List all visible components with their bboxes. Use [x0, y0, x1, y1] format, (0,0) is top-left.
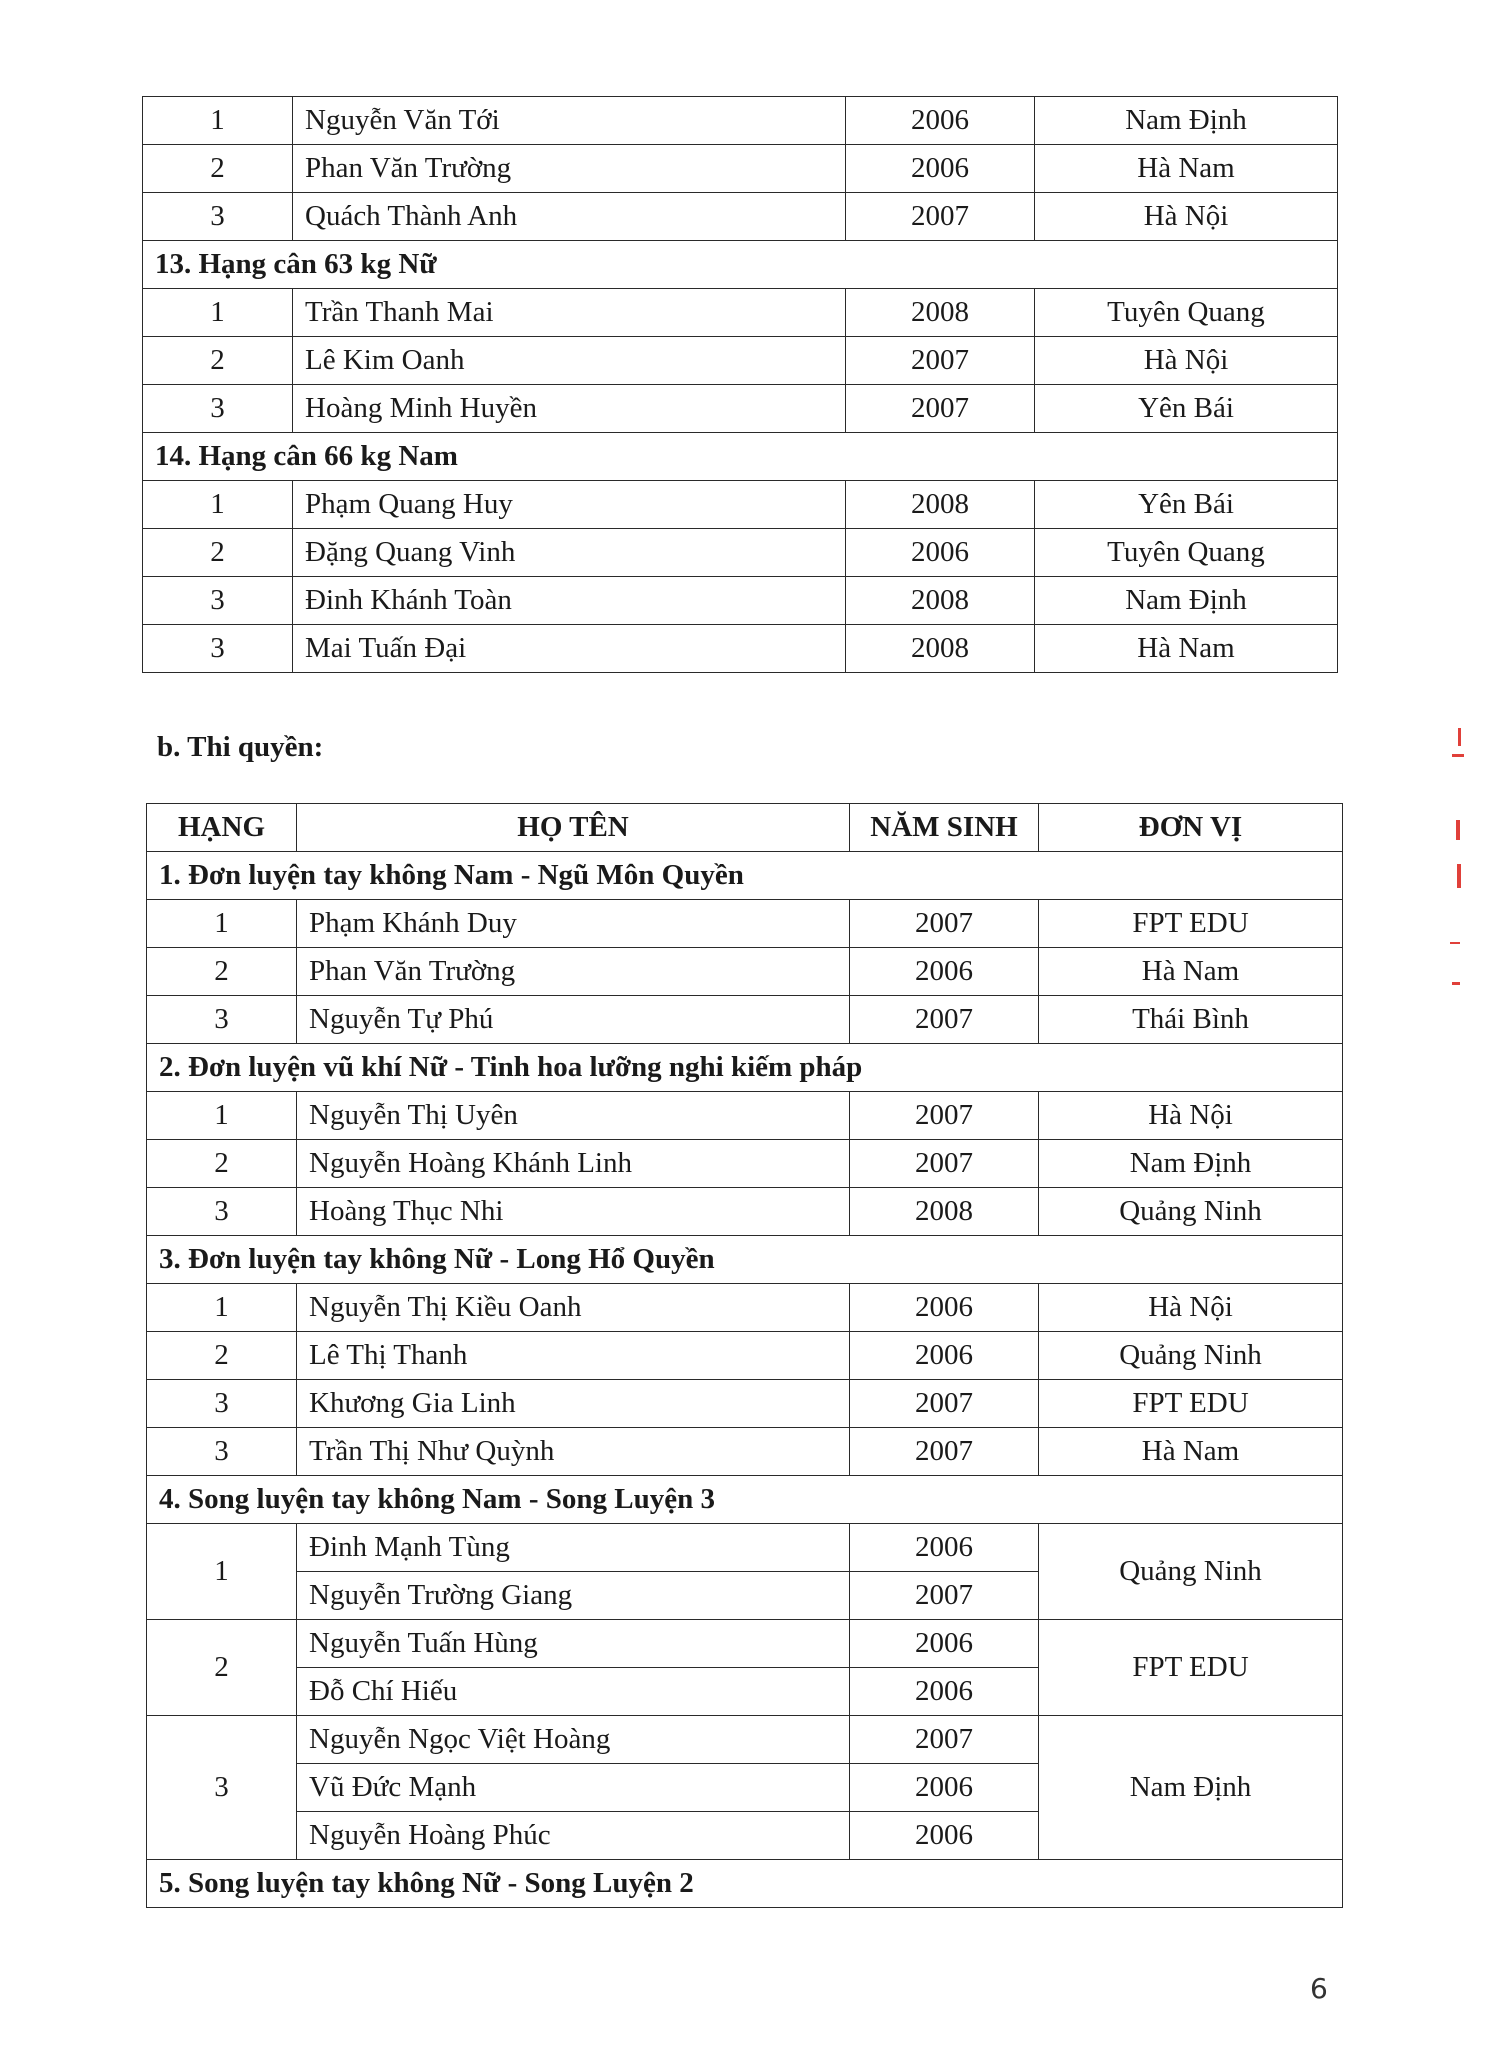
rank-cell: 2	[143, 337, 293, 385]
unit-cell: Nam Định	[1035, 97, 1338, 145]
name-cell: Đỗ Chí Hiếu	[297, 1668, 850, 1716]
table-row	[147, 1332, 1343, 1380]
rank-cell: 2	[147, 948, 297, 996]
year-cell: 2008	[846, 481, 1035, 529]
year-cell: 2006	[850, 1332, 1039, 1380]
header-unit: ĐƠN VỊ	[1039, 804, 1343, 852]
year-cell: 2007	[850, 1716, 1039, 1764]
year-cell: 2008	[846, 625, 1035, 673]
name-cell: Nguyễn Tuấn Hùng	[297, 1620, 850, 1668]
rank-cell: 2	[147, 1620, 297, 1716]
rank-cell: 1	[143, 289, 293, 337]
header-year: NĂM SINH	[850, 804, 1039, 852]
name-cell: Nguyễn Thị Kiều Oanh	[297, 1284, 850, 1332]
name-cell: Nguyễn Tự Phú	[297, 996, 850, 1044]
table-row	[147, 996, 1343, 1044]
rank-cell: 3	[143, 577, 293, 625]
name-cell: Nguyễn Ngọc Việt Hoàng	[297, 1716, 850, 1764]
name-cell: Mai Tuấn Đại	[293, 625, 846, 673]
rank-cell: 3	[147, 1188, 297, 1236]
table-row	[143, 577, 1338, 625]
year-cell: 2008	[850, 1188, 1039, 1236]
year-cell: 2006	[850, 948, 1039, 996]
name-cell: Lê Thị Thanh	[297, 1332, 850, 1380]
name-cell: Phạm Quang Huy	[293, 481, 846, 529]
red-mark	[1458, 728, 1461, 746]
table-row	[143, 337, 1338, 385]
name-cell: Phan Văn Trường	[297, 948, 850, 996]
red-mark	[1450, 942, 1460, 944]
table-row	[147, 900, 1343, 948]
table-row	[147, 1620, 1343, 1668]
unit-cell: FPT EDU	[1039, 900, 1343, 948]
section-row	[143, 433, 1338, 481]
table-row	[143, 481, 1338, 529]
page-number: 6	[1310, 1972, 1328, 2005]
unit-cell: Hà Nội	[1039, 1092, 1343, 1140]
red-mark	[1452, 754, 1464, 757]
section-heading-b: b. Thi quyền:	[157, 731, 324, 763]
table-row	[143, 625, 1338, 673]
table-row	[143, 385, 1338, 433]
year-cell: 2007	[850, 1092, 1039, 1140]
section-title: 2. Đơn luyện vũ khí Nữ - Tinh hoa lưỡng nghi kiếm pháp	[147, 1044, 1343, 1092]
name-cell: Đinh Khánh Toàn	[293, 577, 846, 625]
unit-cell: Hà Nội	[1039, 1284, 1343, 1332]
table-row	[147, 1428, 1343, 1476]
table-row	[147, 1716, 1343, 1764]
year-cell: 2007	[850, 900, 1039, 948]
table-row	[147, 1188, 1343, 1236]
unit-cell: Hà Nam	[1039, 948, 1343, 996]
table-row	[143, 145, 1338, 193]
year-cell: 2007	[850, 1572, 1039, 1620]
rank-cell: 2	[143, 529, 293, 577]
name-cell: Trần Thanh Mai	[293, 289, 846, 337]
name-cell: Khương Gia Linh	[297, 1380, 850, 1428]
unit-cell: Hà Nam	[1035, 625, 1338, 673]
year-cell: 2006	[846, 97, 1035, 145]
unit-cell: Quảng Ninh	[1039, 1524, 1343, 1620]
section-row	[143, 241, 1338, 289]
table-row	[147, 1140, 1343, 1188]
name-cell: Quách Thành Anh	[293, 193, 846, 241]
year-cell: 2006	[850, 1620, 1039, 1668]
rank-cell: 3	[147, 1428, 297, 1476]
rank-cell: 3	[147, 1716, 297, 1860]
name-cell: Hoàng Minh Huyền	[293, 385, 846, 433]
name-cell: Phan Văn Trường	[293, 145, 846, 193]
section-row	[147, 1044, 1343, 1092]
header-rank: HẠNG	[147, 804, 297, 852]
year-cell: 2006	[846, 529, 1035, 577]
unit-cell: Hà Nam	[1039, 1428, 1343, 1476]
table-row	[147, 948, 1343, 996]
section-title: 14. Hạng cân 66 kg Nam	[143, 433, 1338, 481]
rank-cell: 3	[143, 385, 293, 433]
unit-cell: Hà Nội	[1035, 193, 1338, 241]
year-cell: 2006	[850, 1524, 1039, 1572]
unit-cell: Quảng Ninh	[1039, 1332, 1343, 1380]
rank-cell: 1	[147, 1524, 297, 1620]
rank-cell: 3	[143, 193, 293, 241]
year-cell: 2006	[850, 1764, 1039, 1812]
rank-cell: 1	[147, 900, 297, 948]
year-cell: 2006	[850, 1284, 1039, 1332]
rank-cell: 1	[147, 1092, 297, 1140]
section-row	[147, 1236, 1343, 1284]
section-row	[147, 1860, 1343, 1908]
rank-cell: 1	[147, 1284, 297, 1332]
section-title: 4. Song luyện tay không Nam - Song Luyện 3	[147, 1476, 1343, 1524]
year-cell: 2008	[846, 289, 1035, 337]
unit-cell: Nam Định	[1035, 577, 1338, 625]
table-row	[143, 193, 1338, 241]
rank-cell: 3	[147, 996, 297, 1044]
section-row	[147, 1476, 1343, 1524]
unit-cell: Hà Nội	[1035, 337, 1338, 385]
unit-cell: FPT EDU	[1039, 1620, 1343, 1716]
section-row	[147, 852, 1343, 900]
name-cell: Nguyễn Trường Giang	[297, 1572, 850, 1620]
results-table-a	[142, 96, 1338, 673]
name-cell: Vũ Đức Mạnh	[297, 1764, 850, 1812]
section-title: 1. Đơn luyện tay không Nam - Ngũ Môn Quyền	[147, 852, 1343, 900]
table-row	[147, 1380, 1343, 1428]
section-title: 3. Đơn luyện tay không Nữ - Long Hổ Quyền	[147, 1236, 1343, 1284]
rank-cell: 1	[143, 481, 293, 529]
unit-cell: Thái Bình	[1039, 996, 1343, 1044]
unit-cell: Tuyên Quang	[1035, 289, 1338, 337]
red-mark	[1456, 820, 1460, 840]
red-mark	[1457, 864, 1461, 888]
name-cell: Nguyễn Văn Tới	[293, 97, 846, 145]
rank-cell: 2	[147, 1140, 297, 1188]
year-cell: 2007	[850, 1380, 1039, 1428]
year-cell: 2007	[850, 996, 1039, 1044]
name-cell: Nguyễn Hoàng Khánh Linh	[297, 1140, 850, 1188]
rank-cell: 2	[147, 1332, 297, 1380]
name-cell: Đinh Mạnh Tùng	[297, 1524, 850, 1572]
name-cell: Nguyễn Thị Uyên	[297, 1092, 850, 1140]
rank-cell: 1	[143, 97, 293, 145]
table-row	[143, 97, 1338, 145]
unit-cell: Quảng Ninh	[1039, 1188, 1343, 1236]
table-row	[147, 1284, 1343, 1332]
red-mark	[1452, 982, 1460, 985]
year-cell: 2007	[846, 193, 1035, 241]
table-row	[147, 1092, 1343, 1140]
year-cell: 2006	[850, 1668, 1039, 1716]
rank-cell: 3	[143, 625, 293, 673]
year-cell: 2007	[850, 1428, 1039, 1476]
header-row	[147, 804, 1343, 852]
year-cell: 2007	[846, 385, 1035, 433]
year-cell: 2006	[850, 1812, 1039, 1860]
name-cell: Phạm Khánh Duy	[297, 900, 850, 948]
name-cell: Đặng Quang Vinh	[293, 529, 846, 577]
name-cell: Trần Thị Như Quỳnh	[297, 1428, 850, 1476]
table-row	[147, 1524, 1343, 1572]
unit-cell: Yên Bái	[1035, 481, 1338, 529]
table-row	[143, 289, 1338, 337]
name-cell: Hoàng Thục Nhi	[297, 1188, 850, 1236]
section-title: 13. Hạng cân 63 kg Nữ	[143, 241, 1338, 289]
header-name: HỌ TÊN	[297, 804, 850, 852]
unit-cell: FPT EDU	[1039, 1380, 1343, 1428]
table-row	[143, 529, 1338, 577]
unit-cell: Nam Định	[1039, 1716, 1343, 1860]
name-cell: Lê Kim Oanh	[293, 337, 846, 385]
year-cell: 2008	[846, 577, 1035, 625]
unit-cell: Tuyên Quang	[1035, 529, 1338, 577]
name-cell: Nguyễn Hoàng Phúc	[297, 1812, 850, 1860]
year-cell: 2006	[846, 145, 1035, 193]
section-title: 5. Song luyện tay không Nữ - Song Luyện 2	[147, 1860, 1343, 1908]
year-cell: 2007	[850, 1140, 1039, 1188]
unit-cell: Hà Nam	[1035, 145, 1338, 193]
rank-cell: 3	[147, 1380, 297, 1428]
year-cell: 2007	[846, 337, 1035, 385]
unit-cell: Nam Định	[1039, 1140, 1343, 1188]
results-table-b	[146, 803, 1343, 1908]
unit-cell: Yên Bái	[1035, 385, 1338, 433]
rank-cell: 2	[143, 145, 293, 193]
